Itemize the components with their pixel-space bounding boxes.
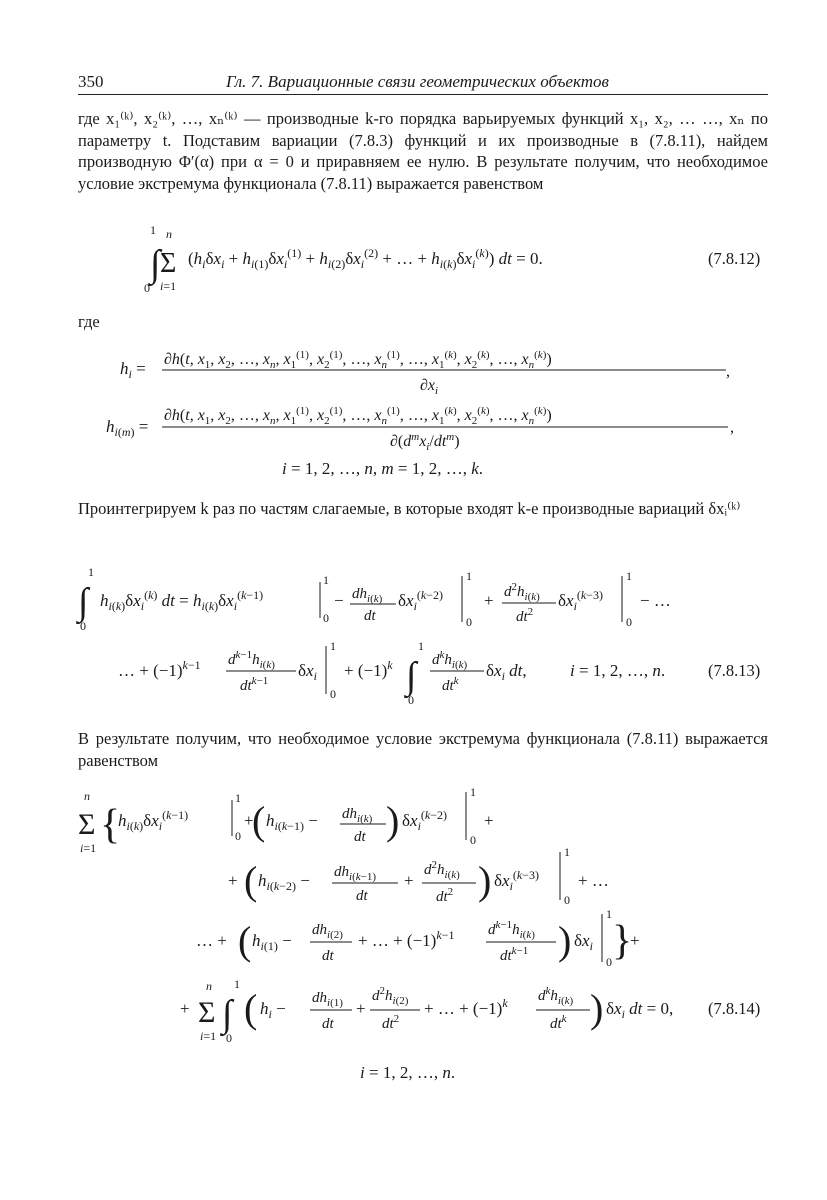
svg-text:dt: dt [364, 608, 376, 624]
svg-text:0: 0 [564, 893, 570, 907]
svg-text:δxi: $\delta x_i$ [574, 931, 593, 953]
page-number: 350 [78, 72, 104, 91]
equation-tag-7-8-13: (7.8.13) [708, 661, 761, 680]
svg-text:1: 1 [323, 573, 329, 587]
svg-text:1: 1 [235, 791, 241, 805]
svg-text:Σ: Σ [78, 808, 96, 841]
svg-text:hi(k−2) −: $h_{i(k-2)}$ − [258, 871, 310, 893]
svg-text:dt2: $dt^2$ [382, 1013, 400, 1032]
svg-text:+: + [484, 591, 494, 610]
svg-text:dhi(2): $dh_{i(2)}$ [312, 922, 343, 941]
svg-text:i=1: i=1 [80, 841, 97, 855]
svg-text:1: 1 [234, 977, 240, 991]
svg-text:): ) [478, 858, 492, 903]
svg-text:∂xi: $\partial x_i$ [420, 377, 439, 397]
svg-text:1: 1 [606, 907, 612, 921]
svg-text:0: 0 [408, 693, 414, 707]
equation-tag-7-8-14: (7.8.14) [708, 999, 761, 1018]
svg-text:i = 1, 2, …, n, m = 1, 2,: i = 1, 2, …, n, m = 1, 2, …, k. [282, 459, 483, 478]
running-title: Гл. 7. Вариационные связи геометрических объектов [226, 72, 609, 91]
svg-text:dt: dt [356, 888, 368, 904]
svg-text:0: 0 [466, 615, 472, 629]
svg-text:i = 1, 2, …, n.: i = 1, 2, …, n. [570, 661, 666, 680]
svg-text:hi −: $h_i$ − [260, 999, 286, 1021]
svg-text:,: , [726, 363, 730, 380]
svg-text:δxi dt,: $\delta x_i$ dt, [486, 661, 527, 683]
svg-text:dhi(k−1): $dh_{i(k-1)}$ [334, 864, 376, 883]
svg-text:dt2: $dt^2$ [516, 606, 534, 625]
svg-text:1: 1 [418, 639, 424, 653]
svg-text:… +: … + [196, 931, 227, 950]
svg-text:dhi(k): $dh_{i(k)}$ [342, 806, 373, 825]
result-text: В результате получим, что необходимое условие экстремума функционала (7.8.11) выражается равенством [78, 729, 768, 770]
svg-text:1: 1 [626, 569, 632, 583]
svg-text:dt: dt [322, 1016, 334, 1032]
svg-text:dk−1hi(k): $d^{k-1}h_{i(k)}$ [488, 919, 535, 941]
svg-text:(: ( [252, 798, 266, 843]
svg-text:): ) [386, 798, 400, 843]
svg-text:dkhi(k): $d^kh_{i(k)}$ [538, 985, 574, 1007]
svg-text:− …: − … [640, 591, 671, 610]
svg-text:δxi(k−2): $\delta x_i^{(k-2)}$ [402, 808, 447, 833]
integrate-text: Проинтегрируем k раз по частям слагаемые, в которые входят k-е производные вариаций δxᵢ⁽ᵏ⁾ [78, 499, 741, 518]
svg-text:0: 0 [606, 955, 612, 969]
svg-text:{: { [100, 802, 121, 848]
svg-text:∫: ∫ [406, 655, 417, 697]
svg-text:+: + [630, 931, 640, 950]
svg-text:dt2: $dt^2$ [436, 886, 454, 905]
svg-text:): ) [590, 986, 604, 1031]
svg-text:+: + [484, 811, 494, 830]
svg-text:+: + [404, 871, 414, 890]
svg-text:(: ( [244, 986, 258, 1031]
svg-text:i=1: i=1 [160, 279, 177, 293]
svg-text:dtk: $dt^k$ [442, 675, 459, 694]
svg-text:hi =: $h_i$ = [120, 359, 146, 381]
svg-text:∂(dmxi/dtm): $\partial(d^mx_i/dt^m)$ [390, 431, 460, 453]
svg-text:+: + [228, 871, 238, 890]
svg-text:−: − [334, 591, 344, 610]
svg-text:+: + [244, 811, 254, 830]
svg-text:dhi(1): $dh_{i(1)}$ [312, 990, 343, 1009]
svg-text:dhi(k): $dh_{i(k)}$ [352, 586, 383, 605]
svg-text:0: 0 [470, 833, 476, 847]
svg-text:δxi(k−3): $\delta x_i^{(k-3)}$ [494, 868, 539, 893]
svg-text:… + (−1)k−1: … + $(-1)^{k-1}$ [118, 658, 201, 680]
svg-text:δxi: $\delta x_i$ [298, 661, 317, 683]
svg-text:dkhi(k): $d^kh_{i(k)}$ [432, 649, 468, 671]
svg-text:∂h(t, x1, x2, …, xn, x1(1), x2: ∂h(t, $x_1$, $x_2$, …, $x_n$, $x_1^{(1)}$, $x_2^{(1)}$, …, $x_n^{(1)}$, …, $x_1^{(k)}$, $x_2^{(k)}$, …, $x_n^{(k)}$) [164, 349, 552, 371]
svg-text:hi(k)δxi(k−1): $h_{i(k)}\delta x_i^{(k-1)}$ [118, 808, 189, 833]
svg-text:∫: ∫ [78, 581, 89, 623]
svg-text:}: } [612, 918, 633, 964]
svg-text:Σ: Σ [160, 248, 177, 279]
svg-text:dtk−1: $dt^{k-1}$ [500, 945, 529, 964]
svg-text:hi(k−1) −: $h_{i(k-1)}$ − [266, 811, 318, 833]
svg-text:hi(m) =: $h_{i(m)}$ = [106, 417, 149, 439]
svg-text:dt: dt [354, 829, 366, 845]
svg-text:1: 1 [564, 845, 570, 859]
svg-text:n: n [206, 979, 212, 993]
svg-text:dt: dt [322, 948, 334, 964]
svg-text:dk−1hi(k): $d^{k-1}h_{i(k)}$ [228, 649, 275, 671]
svg-text:d2hi(k): $d^2h_{i(k)}$ [504, 581, 540, 603]
svg-text:dtk: $dt^k$ [550, 1013, 567, 1032]
svg-text:Σ: Σ [198, 996, 216, 1029]
svg-text:1: 1 [466, 569, 472, 583]
svg-text:(: ( [244, 858, 258, 903]
svg-text:n: n [166, 227, 172, 241]
svg-text:,: , [730, 419, 734, 436]
where-text: где [78, 312, 100, 331]
svg-text:+ … + (−1)k−1: + … + $(-1)^{k-1}$ [358, 928, 455, 950]
svg-text:0: 0 [226, 1031, 232, 1045]
svg-text:(: ( [238, 918, 252, 963]
svg-text:+: + [356, 999, 366, 1018]
svg-text:hi(1) −: $h_{i(1)}$ − [252, 931, 292, 953]
svg-text:∫: ∫ [222, 993, 233, 1035]
equation-tag-7-8-12: (7.8.12) [708, 249, 761, 268]
svg-text:0: 0 [626, 615, 632, 629]
svg-text:0: 0 [330, 687, 336, 701]
svg-text:0: 0 [235, 829, 241, 843]
svg-text:+: + [180, 999, 190, 1018]
svg-text:n: n [84, 789, 90, 803]
svg-text:+ (−1)k: + $(-1)^k$ [344, 658, 393, 680]
svg-text:+ …: + … [578, 871, 609, 890]
svg-text:0: 0 [144, 281, 150, 295]
svg-text:δxi(k−3): $\delta x_i^{(k-3)}$ [558, 588, 603, 613]
svg-text:d2hi(2): $d^2h_{i(2)}$ [372, 985, 409, 1007]
svg-text:1: 1 [88, 565, 94, 579]
svg-text:i = 1, 2, …, n.: i = 1, 2, …, n. [360, 1063, 456, 1082]
svg-text:1: 1 [470, 785, 476, 799]
svg-text:0: 0 [323, 611, 329, 625]
svg-text:δxi dt = 0,: $\delta x_i$ dt = 0, [606, 999, 674, 1021]
svg-text:i=1: i=1 [200, 1029, 217, 1043]
svg-text:1: 1 [150, 223, 156, 237]
svg-text:∂h(t, x1, x2, …, xn, x1(1), x2: ∂h(t, $x_1$, $x_2$, …, $x_n$, $x_1^{(1)}$, $x_2^{(1)}$, …, $x_n^{(1)}$, …, $x_1^{(k)}$, $x_2^{(k)}$, …, $x_n^{(k)}$) [164, 405, 552, 427]
intro-text: где x₁⁽ᵏ⁾, x₂⁽ᵏ⁾, …, xₙ⁽ᵏ⁾ — производные k-го порядка варьируемых функций x₁, x₂, … …, xₙ по параметру t. Подставим вариации (7.8.3) функций и их производные в (7.8.11), найдем производную Φ′(α) при α = 0 и приравняем ее нулю. В результате получим, что необходимое условие экстремума функционала (7.8.11) выражается равенством [78, 109, 768, 193]
svg-text:hi(k)δxi(k) dt = hi(k)δxi(k−1): $h_{i(k)}\delta x_i^{(k)}$ dt = $h_{i(k)}\delta x_i^{(k-1)}$ [100, 588, 264, 613]
svg-text:1: 1 [330, 639, 336, 653]
svg-text:dtk−1: $dt^{k-1}$ [240, 675, 269, 694]
svg-text:(hiδxi + hi(1)δxi(1) + hi(2)δx: ($h_i\delta x_i + h_{i(1)}\delta x_i^{(1)} + h_{i(2)}\delta x_i^{(2)}$ + … + $h_{i(k)}\delta x_i^{(k)}$) dt = 0. [188, 246, 543, 271]
svg-text:d2hi(k): $d^2h_{i(k)}$ [424, 859, 460, 881]
svg-text:0: 0 [80, 619, 86, 633]
svg-text:): ) [558, 918, 572, 963]
svg-text:δxi(k−2): $\delta x_i^{(k-2)}$ [398, 588, 443, 613]
svg-text:+ … + (−1)k: + … + $(-1)^k$ [424, 996, 508, 1018]
svg-text:∫: ∫ [150, 243, 161, 285]
